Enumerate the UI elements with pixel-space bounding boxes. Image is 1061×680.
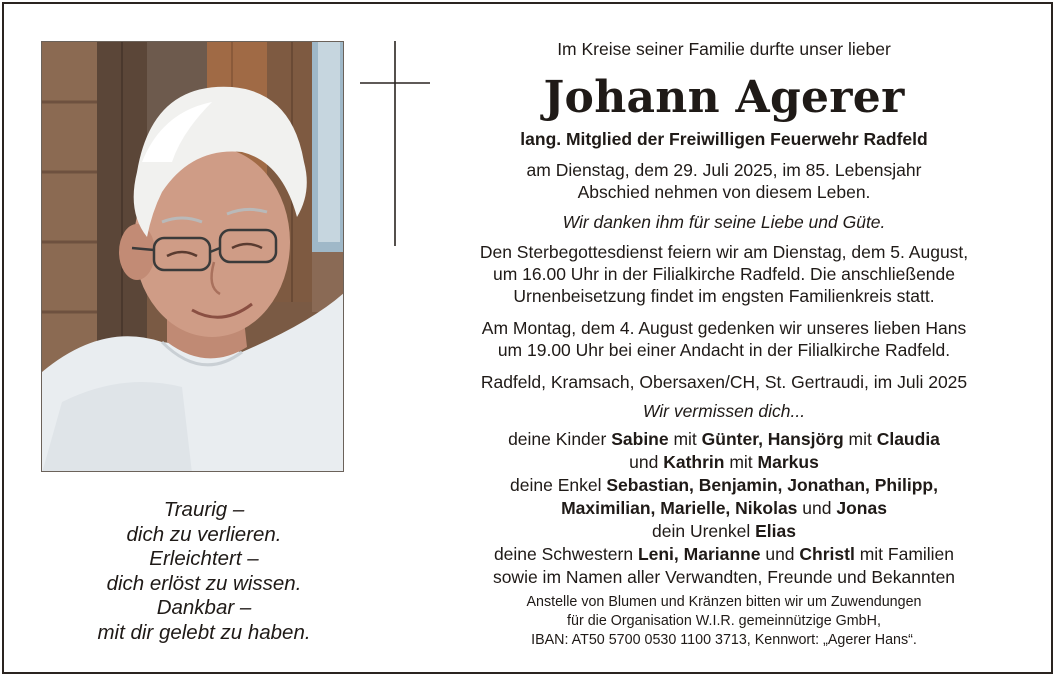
funeral-line: Urnenbeisetzung findet im engsten Familienkreis statt.: [513, 286, 935, 306]
death-date-line: am Dienstag, dem 29. Juli 2025, im 85. Lebensjahr: [526, 160, 922, 180]
poem-line: Traurig –: [163, 498, 245, 521]
poem-line: dich zu verlieren.: [126, 522, 282, 546]
deceased-role: lang. Mitglied der Freiwilligen Feuerwehr Radfeld: [520, 129, 928, 149]
poem-line: dich erlöst zu wissen.: [106, 571, 302, 595]
grandchildren-line: Maximilian, Marielle, Nikolas und Jonas: [561, 498, 887, 518]
children-line: und Kathrin mit Markus: [629, 452, 819, 472]
miss-you-line: Wir vermissen dich...: [642, 401, 806, 421]
donation-line: Anstelle von Blumen und Kränzen bitten wir um Zuwendungen: [526, 594, 922, 610]
deceased-name: Johann Agerer: [543, 72, 905, 123]
relatives-line: sowie im Namen aller Verwandten, Freunde und Bekannten: [492, 567, 956, 587]
notice-text: [424, 4, 1024, 676]
intro-line: Im Kreise seiner Familie durfte unser lieber: [557, 39, 891, 59]
sisters-line: deine Schwestern Leni, Marianne und Christl mit Familien: [493, 544, 955, 564]
memorial-line: Am Montag, dem 4. August gedenken wir unseres lieben Hans: [481, 318, 967, 338]
funeral-line: um 16.00 Uhr in der Filialkirche Radfeld. Die anschließende: [492, 264, 956, 284]
thanks-line: Wir danken ihm für seine Liebe und Güte.: [562, 212, 886, 232]
children-line: deine Kinder Sabine mit Günter, Hansjörg mit Claudia: [508, 429, 940, 449]
donation-line: für die Organisation W.I.R. gemeinnützige GmbH,: [567, 613, 881, 629]
death-text-line: Abschied nehmen von diesem Leben.: [577, 182, 871, 202]
portrait-photo: [41, 41, 344, 472]
donation-line: IBAN: AT50 5700 0530 1100 3713, Kennwort: „Agerer Hans“.: [531, 632, 917, 648]
funeral-line: Den Sterbegottesdienst feiern wir am Dienstag, dem 5. August,: [479, 242, 969, 262]
cross-icon: [360, 41, 430, 246]
grandchildren-line: deine Enkel Sebastian, Benjamin, Jonathan, Philipp,: [510, 475, 938, 495]
memorial-line: um 19.00 Uhr bei einer Andacht in der Filialkirche Radfeld.: [497, 340, 951, 360]
memorial-poem: [44, 498, 364, 646]
obituary-card: [2, 2, 1053, 674]
poem-line: Dankbar –: [156, 596, 252, 620]
great-grandchild-line: dein Urenkel Elias: [652, 521, 796, 541]
poem-line: mit dir gelebt zu haben.: [97, 620, 311, 644]
places-date-line: Radfeld, Kramsach, Obersaxen/CH, St. Gertraudi, im Juli 2025: [480, 372, 968, 392]
poem-line: Erleichtert –: [149, 547, 259, 571]
portrait-illustration: [42, 42, 344, 472]
